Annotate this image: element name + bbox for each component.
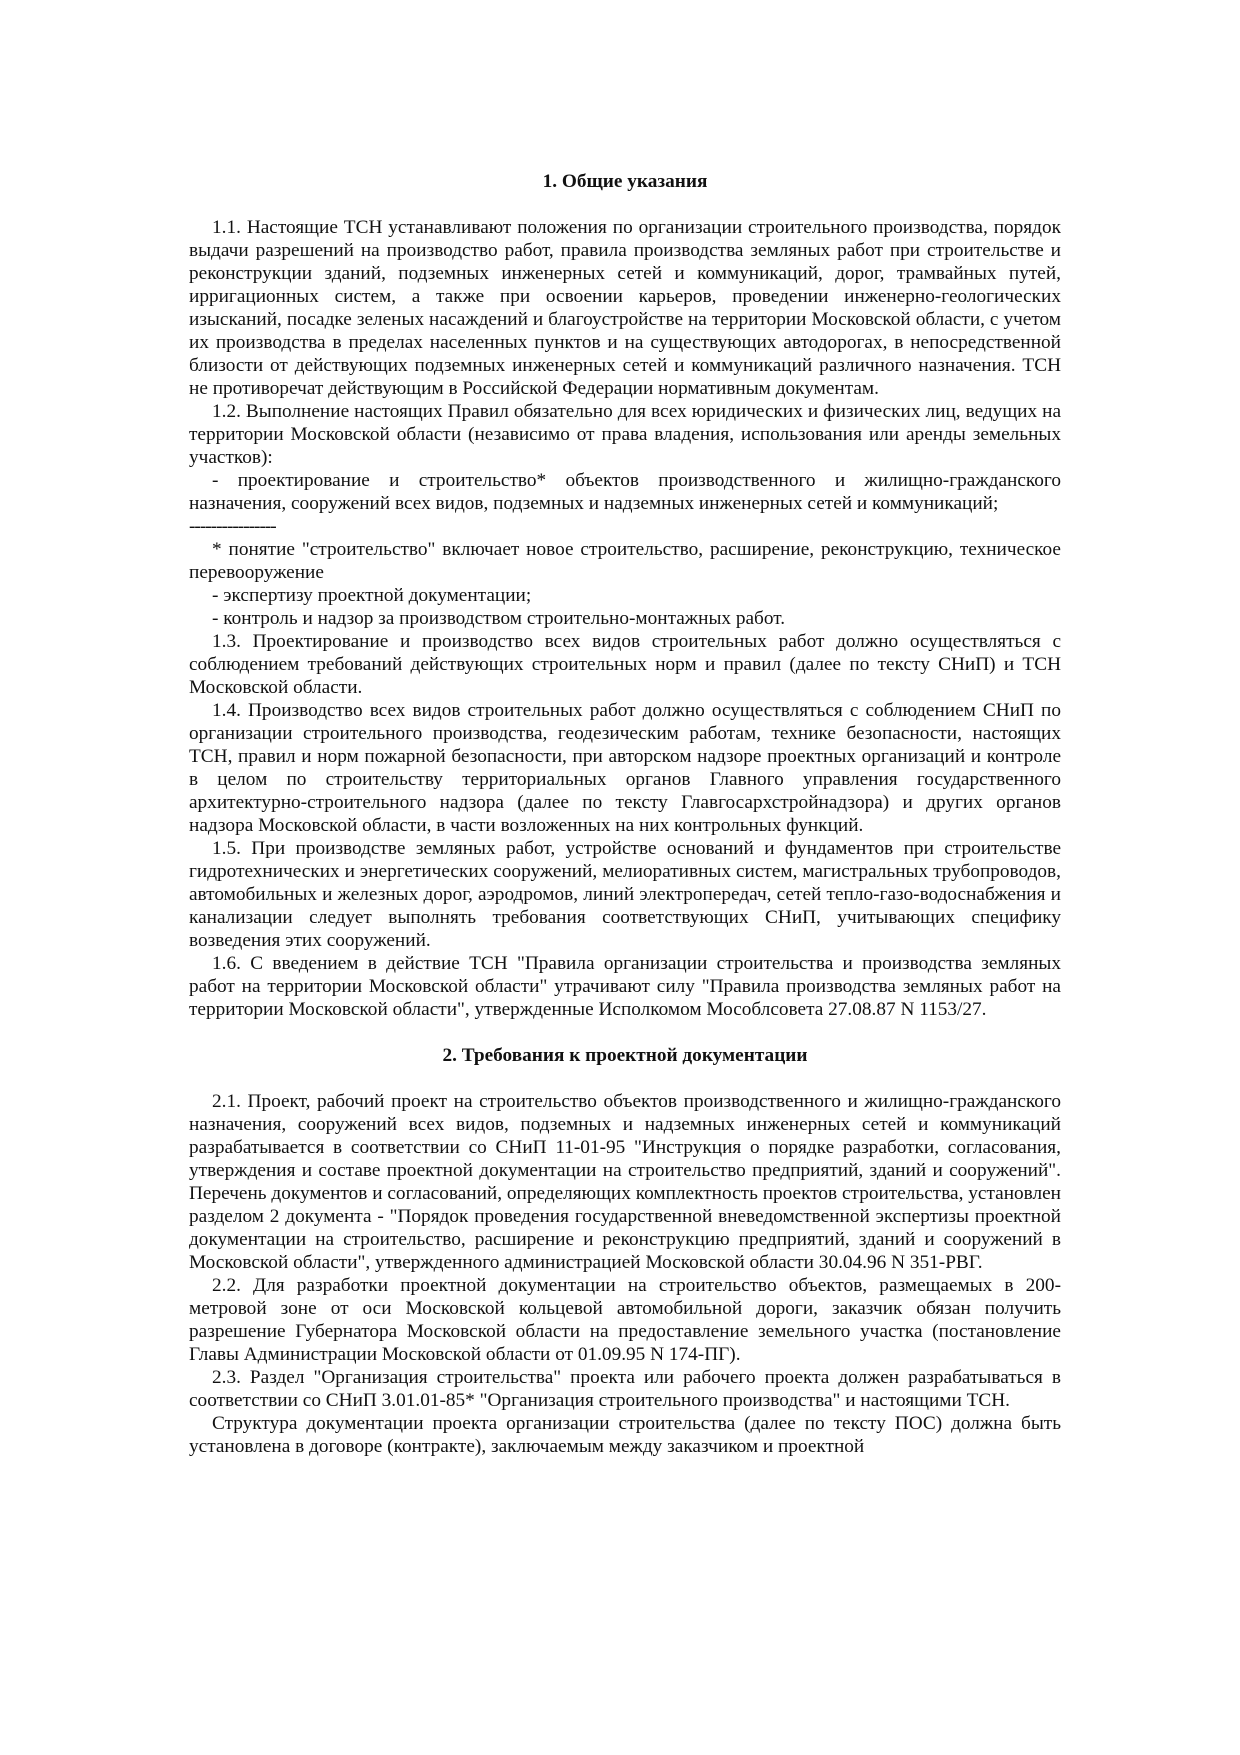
footnote-separator: ---------------- [189,516,276,537]
section-1-title: 1. Общие указания [542,171,708,192]
paragraph-2-1: 2.1. Проект, рабочий проект на строительство объектов производственного и жилищно-гражданского назначения, сооружений всех видов, подземных и надземных инженерных сетей и коммуникаций разрабатывается в соответствии со СНиП 11-01-95 "Инструкция о порядке разработки, согласования, утверждения и составе проектной документации на строительство предприятий, зданий и сооружений". Перечень документов и согласований, определяющих комплектность проектов строительства, установлен разделом 2 документа - "Порядок проведения государственной вневедомственной экспертизы проектной документации на строительство, расширение и реконструкцию предприятий, зданий и сооружений в Московской области", утвержденного администрацией Московской области 30.04.96 N 351-РВГ. [189,1091,1061,1273]
paragraph-2-3-continuation: Структура документации проекта организации строительства (далее по тексту ПОС) должна быть установлена в договоре (контракте), заключаемым между заказчиком и проектной [189,1413,1061,1457]
paragraph-1-2: 1.2. Выполнение настоящих Правил обязательно для всех юридических и физических лиц, ведущих на территории Московской области (независимо от права владения, использования или аренды земельных участков): [189,401,1061,468]
section-2-title: 2. Требования к проектной документации [442,1045,808,1066]
paragraph-2-3: 2.3. Раздел "Организация строительства" проекта или рабочего проекта должен разрабатываться в соответствии со СНиП 3.01.01-85* "Организация строительного производства" и настоящими ТСН. [189,1367,1061,1411]
paragraph-1-3: 1.3. Проектирование и производство всех видов строительных работ должно осуществляться с соблюдением требований действующих строительных норм и правил (далее по тексту СНиП) и ТСН Московской области. [189,631,1061,698]
paragraph-1-1: 1.1. Настоящие ТСН устанавливают положения по организации строительного производства, порядок выдачи разрешений на производство работ, правила производства земляных работ при строительстве и реконструкции зданий, подземных инженерных сетей и коммуникаций, дорог, трамвайных путей, ирригационных систем, а также при освоении карьеров, проведении инженерно-геологических изысканий, посадке зеленых насаждений и благоустройстве на территории Московской области, с учетом их производства в пределах населенных пунктов и на существующих автодорогах, в непосредственной близости от действующих подземных инженерных сетей и коммуникаций различного назначения. ТСН не противоречат действующим в Российской Федерации нормативным документам. [189,217,1061,399]
document-page [189,170,1061,1458]
list-item-design-construction: - проектирование и строительство* объектов производственного и жилищно-гражданского назначения, сооружений всех видов, подземных и надземных инженерных сетей и коммуникаций; [189,470,1061,514]
footnote-construction: * понятие "строительство" включает новое строительство, расширение, реконструкцию, техническое перевооружение [189,539,1061,583]
paragraph-1-6: 1.6. С введением в действие ТСН "Правила организации строительства и производства земляных работ на территории Московской области" утрачивают силу "Правила производства земляных работ на территории Московской области", утвержденные Исполкомом Мособлсовета 27.08.87 N 1153/27. [189,953,1061,1020]
paragraph-1-5: 1.5. При производстве земляных работ, устройстве оснований и фундаментов при строительстве гидротехнических и энергетических сооружений, мелиоративных систем, магистральных трубопроводов, автомобильных и железных дорог, аэродромов, линий электропередач, сетей тепло-газо-водоснабжения и канализации следует выполнять требования соответствующих СНиП, учитывающих специфику возведения этих сооружений. [189,838,1061,951]
paragraph-1-4: 1.4. Производство всех видов строительных работ должно осуществляться с соблюдением СНиП по организации строительного производства, геодезическим работам, технике безопасности, настоящих ТСН, правил и норм пожарной безопасности, при авторском надзоре проектных организаций и контроле в целом по строительству территориальных органов Главного управления государственного архитектурно-строительного надзора (далее по тексту Главгосархстройнадзора) и других органов надзора Московской области, в части возложенных на них контрольных функций. [189,700,1061,836]
list-item-expertise: - экспертизу проектной документации; [212,585,532,606]
list-item-control: - контроль и надзор за производством строительно-монтажных работ. [212,608,786,629]
paragraph-2-2: 2.2. Для разработки проектной документации на строительство объектов, размещаемых в 200-метровой зоне от оси Московской кольцевой автомобильной дороги, заказчик обязан получить разрешение Губернатора Московской области на предоставление земельного участка (постановление Главы Администрации Московской области от 01.09.95 N 174-ПГ). [189,1275,1061,1365]
